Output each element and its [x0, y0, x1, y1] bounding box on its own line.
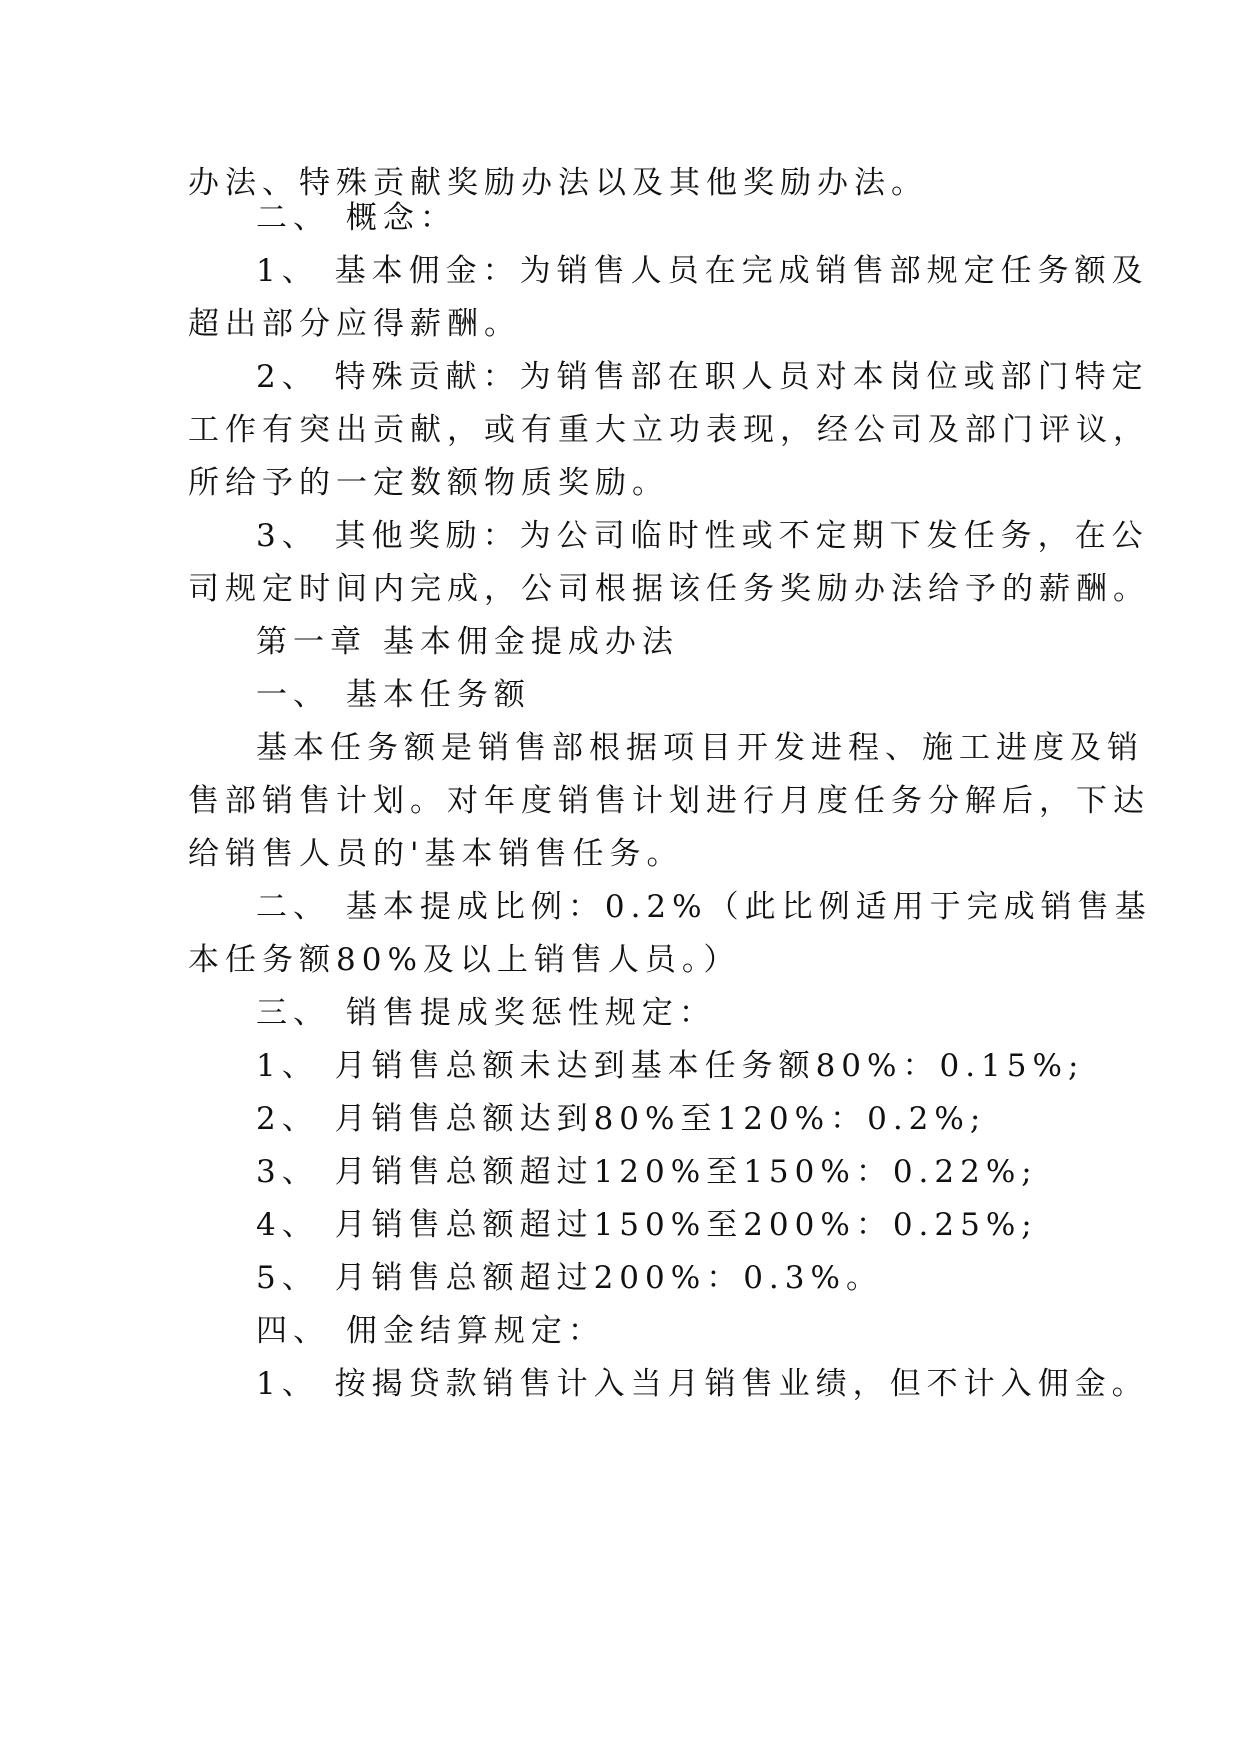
- text-line: 2、 特殊贡献：为销售部在职人员对本岗位或部门特定: [256, 359, 1149, 395]
- text-line: 给销售人员的'基本销售任务。: [188, 836, 684, 872]
- chapter-heading: 第一章 基本佣金提成办法: [256, 624, 679, 660]
- list-item: 1、 月销售总额未达到基本任务额80%：0.15%;: [256, 1048, 1085, 1084]
- text-line: 3、 其他奖励：为公司临时性或不定期下发任务，在公: [256, 518, 1149, 554]
- text-line: 司规定时间内完成，公司根据该任务奖励办法给予的薪酬。: [188, 571, 1150, 607]
- list-item: 1、 按揭贷款销售计入当月销售业绩，但不计入佣金。: [256, 1366, 1149, 1402]
- text-line: 办法、特殊贡献奖励办法以及其他奖励办法。: [188, 165, 928, 201]
- section-heading: 四、 佣金结算规定：: [256, 1313, 605, 1349]
- section-heading: 二、 概念：: [256, 200, 457, 236]
- text-line: 1、 基本佣金：为销售人员在完成销售部规定任务额及: [256, 253, 1149, 289]
- text-line: 售部销售计划。对年度销售计划进行月度任务分解后，下达: [188, 783, 1150, 819]
- list-item: 4、 月销售总额超过150%至200%：0.25%;: [256, 1207, 1038, 1243]
- list-item: 5、 月销售总额超过200%：0.3%。: [256, 1260, 883, 1296]
- text-line: 所给予的一定数额物质奖励。: [188, 465, 669, 501]
- list-item: 2、 月销售总额达到80%至120%：0.2%;: [256, 1101, 987, 1137]
- section-heading: 三、 销售提成奖惩性规定：: [256, 995, 716, 1031]
- section-heading: 一、 基本任务额: [256, 677, 531, 713]
- text-line: 超出部分应得薪酬。: [188, 306, 521, 342]
- text-line: 工作有突出贡献，或有重大立功表现，经公司及部门评议，: [188, 412, 1150, 448]
- text-line: 基本任务额是销售部根据项目开发进程、施工进度及销: [256, 730, 1144, 766]
- section-heading: 二、 基本提成比例：0.2%（此比例适用于完成销售基: [256, 889, 1152, 925]
- text-line: 本任务额80%及以上销售人员。）: [188, 942, 741, 978]
- list-item: 3、 月销售总额超过120%至150%：0.22%;: [256, 1154, 1038, 1190]
